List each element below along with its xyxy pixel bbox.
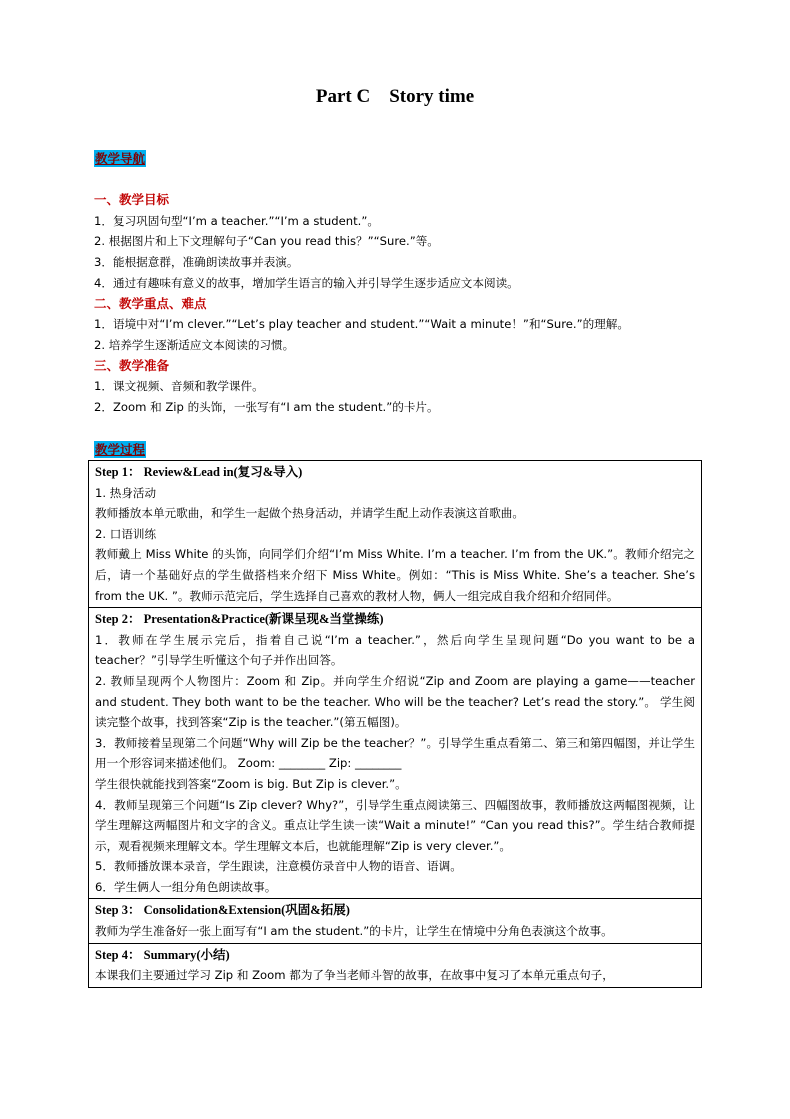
objective-item: 2. 根据图片和上下文理解句子“Can you read this？”“Sure.”等。 [94,234,439,249]
step-2-para: 6．学生俩人一组分角色朗读故事。 [95,879,277,894]
step-1-para: 教师戴上 Miss White 的头饰，向同学们介绍“I’m Miss White. I’m a teacher. I’m from the UK.”。教师介绍完之后，请一个基础好点的学生做搭档来介绍下 Miss White。例如：“This is Miss White. She’s a teacher. She’s from the UK. ”。教师示范完后，学生选择自己喜欢的教材人物，俩人一组完成自我介绍和介绍同伴。 [95,547,695,603]
step-2-para: 4．教师呈现第三个问题“Is Zip clever? Why?”，引导学生重点阅读第三、四幅图故事，教师播放这两幅图视频，让学生理解这两幅图片和文字的含义。重点让学生读一读“Wait a minute!” “Can you read this?”。学生结合教师提示，观看视频来理解文本。学生理解文本后，也就能理解“Zip is very clever.”。 [95,797,695,853]
step-3-cell [89,899,702,943]
teaching-process-table [88,460,702,988]
objective-item: 1．复习巩固句型“I’m a teacher.”“I’m a student.”。 [94,213,379,228]
step-3-para: 教师为学生准备好一张上面写有“I am the student.”的卡片，让学生在情境中分角色表演这个故事。 [95,924,613,939]
preparation-item: 1．课文视频、音频和教学课件。 [94,379,264,394]
table-row [89,608,702,899]
step-4-title: Step 4： Summary(小结) [95,947,230,962]
step-4-para: 本课我们主要通过学习 Zip 和 Zoom 都为了争当老师斗智的故事，在故事中复习了本单元重点句子， [95,968,614,983]
page-title: Part C Story time [315,86,475,107]
objectives-heading: 一、教学目标 [94,192,170,207]
step-2-title: Step 2： Presentation&Practice(新课呈现&当堂操练) [95,612,384,627]
preparation-item: 2．Zoom 和 Zip 的头饰，一张写有“I am the student.”的卡片。 [94,400,439,415]
table-row [89,899,702,943]
step-2-para: 2. 教师呈现两个人物图片：Zoom 和 Zip。并向学生介绍说“Zip and Zoom are playing a game——teacher and student. They both want to be the teacher. Who will be the teacher? Let’s read the story.”。 学生阅读完整个故事，找到答案“Zip is the teacher.”(第五幅图)。 [95,673,695,730]
step-3-title: Step 3： Consolidation&Extension(巩固&拓展) [95,903,350,918]
step-1-para: 教师播放本单元歌曲，和学生一起做个热身活动，并请学生配上动作表演这首歌曲。 [95,506,524,521]
step-1-title: Step 1： Review&Lead in(复习&导入) [95,465,303,479]
step-2-para: 学生很快就能找到答案“Zoom is big. But Zip is clever.”。 [95,776,407,791]
step-2-para: 1．教师在学生展示完后，指着自己说“I’m a teacher.”，然后向学生呈现问题“Do you want to be a teacher？”引导学生听懂这个句子并作出回答。 [95,632,695,668]
step-4-cell [89,943,702,987]
preparation-heading: 三、教学准备 [94,357,170,373]
objective-item: 4．通过有趣味有意义的故事，增加学生语言的输入并引导学生逐步适应文本阅读。 [94,275,519,290]
step-1-cell [89,461,702,608]
process-section-tag: 教学过程 [95,442,146,457]
key-points-heading: 二、教学重点、难点 [94,295,207,311]
objective-item: 3．能根据意群，准确朗读故事并表演。 [94,255,299,270]
teaching-guide [94,190,714,418]
step-1-para: 2. 口语训练 [95,526,157,541]
guide-section-tag: 教学导航 [95,151,146,166]
step-2-para: 3．教师接着呈现第二个问题“Why will Zip be the teacher？”。引导学生重点看第二、第三和第四幅图，并让学生用一个形容词来描述他们。 Zoom: ________ Zip: ________ [95,735,695,771]
step-1-para: 1. 热身活动 [95,485,157,500]
key-point-item: 1．语境中对“I’m clever.”“Let’s play teacher and student.”“Wait a minute！”和“Sure.”的理解。 [94,317,629,332]
table-row [89,461,702,608]
step-2-para: 5．教师播放课本录音，学生跟读，注意模仿录音中人物的语音、语调。 [95,859,462,874]
table-row [89,943,702,987]
step-2-cell [89,608,702,899]
key-point-item: 2. 培养学生逐渐适应文本阅读的习惯。 [94,337,295,352]
